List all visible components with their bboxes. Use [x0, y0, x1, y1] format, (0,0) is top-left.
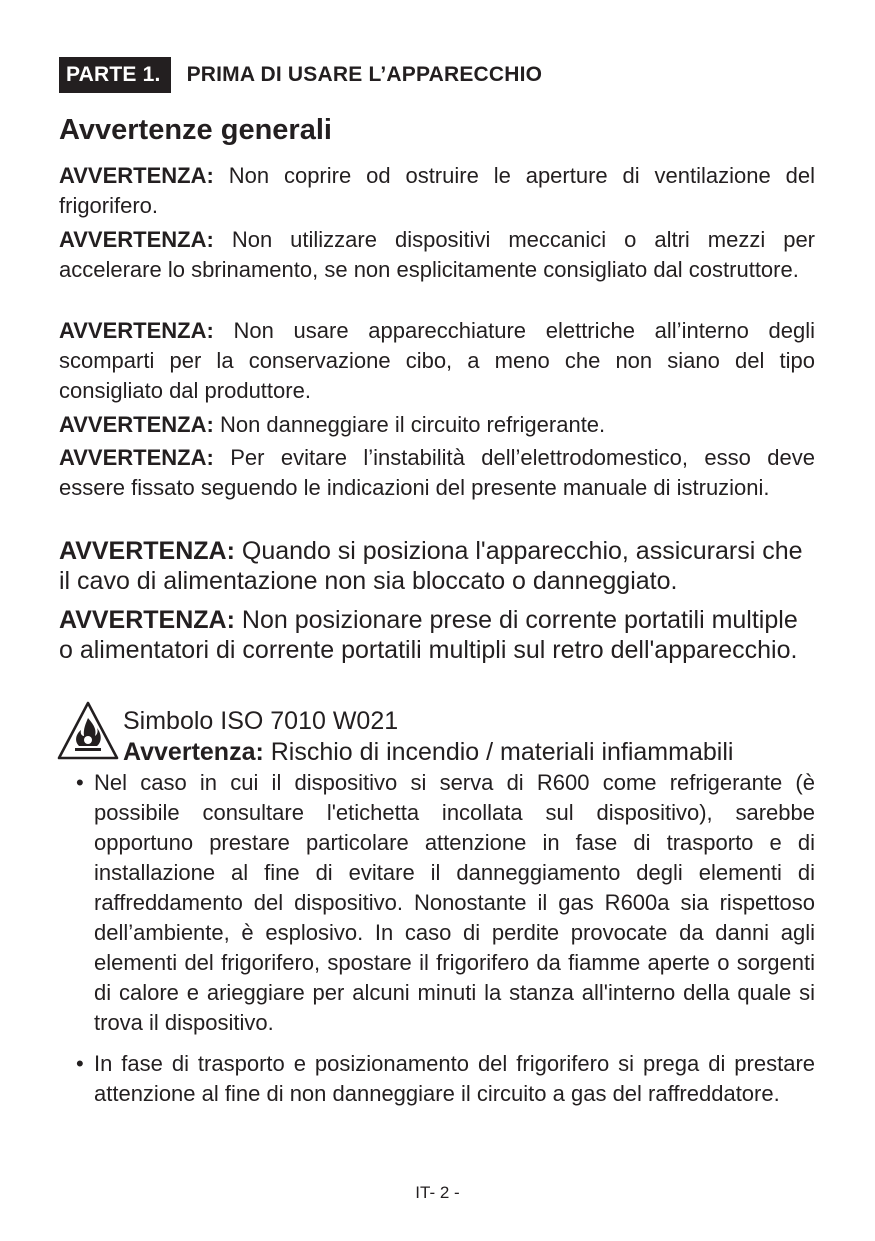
warning-paragraph	[59, 316, 815, 406]
safety-bullet-list	[76, 768, 815, 1109]
fire-risk-warning	[123, 737, 733, 767]
bullet-marker: •	[76, 770, 84, 795]
section-title: Avvertenze generali	[59, 114, 332, 146]
fire-risk-text: Rischio di incendio / materiali infiammabili	[263, 738, 734, 766]
warning-paragraph	[59, 410, 815, 440]
warning-text: Non utilizzare dispositivi meccanici o altri mezzi per accelerare lo sbrinamento, se non esplicitamente consigliato dal costruttore.	[59, 227, 815, 282]
flammable-warning-icon	[57, 701, 119, 761]
warning-paragraph	[59, 161, 815, 221]
list-item	[76, 1049, 815, 1109]
warning-label: AVVERTENZA:	[59, 445, 214, 470]
warning-label: AVVERTENZA:	[59, 606, 235, 634]
warning-text: Non posizionare prese di corrente portatili multiple o alimentatori di corrente portatili multipli sul retro dell'apparecchio.	[59, 606, 798, 664]
list-item	[76, 768, 815, 1038]
warning-label: AVVERTENZA:	[59, 318, 214, 343]
part-title: PRIMA DI USARE L’APPARECCHIO	[186, 63, 543, 86]
fire-risk-label: Avvertenza:	[123, 738, 264, 766]
warning-paragraph	[59, 605, 815, 665]
warning-label: AVVERTENZA:	[59, 227, 214, 252]
page-number: IT- 2 -	[415, 1183, 460, 1202]
warning-text: Non usare apparecchiature elettriche all’interno degli scomparti per la conservazione cibo, a meno che non siano del tipo consigliato dal produttore.	[59, 318, 815, 403]
warning-label: AVVERTENZA:	[59, 163, 214, 188]
warning-label: AVVERTENZA:	[59, 412, 214, 437]
part-header	[59, 57, 542, 93]
warning-text: Non coprire od ostruire le aperture di ventilazione del frigorifero.	[59, 163, 815, 218]
warning-text: Non danneggiare il circuito refrigerante.	[213, 412, 606, 437]
warning-paragraph	[59, 225, 815, 285]
warning-paragraph	[59, 443, 815, 503]
warning-paragraph	[59, 536, 815, 596]
warning-text: Quando si posiziona l'apparecchio, assicurarsi che il cavo di alimentazione non sia bloccato o danneggiato.	[59, 537, 803, 595]
iso-symbol-code: Simbolo ISO 7010 W021	[123, 707, 399, 735]
bullet-text: Nel caso in cui il dispositivo si serva di R600 come refrigerante (è possibile consultare l'etichetta incollata sul dispositivo), sarebbe opportuno prestare particolare attenzione in fase di trasporto e di installazione al fine di evitare il danneggiamento degli elementi di raffreddamento del dispositivo. Nonostante il gas R600a sia rispettoso dell’ambiente, è esplosivo. In caso di perdite provocate da danni agli elementi del frigorifero, spostare il frigorifero da fiamme aperte o sorgenti di calore e arieggiare per alcuni minuti la stanza all'interno della quale si trova il dispositivo.	[94, 770, 815, 1035]
iso-symbol-block	[57, 701, 837, 771]
warning-text: Per evitare l’instabilità dell’elettrodomestico, esso deve essere fissato seguendo le indicazioni del presente manuale di istruzioni.	[59, 445, 815, 500]
warning-label: AVVERTENZA:	[59, 537, 235, 565]
bullet-marker: •	[76, 1051, 84, 1076]
bullet-text: In fase di trasporto e posizionamento del frigorifero si prega di prestare attenzione al fine di non danneggiare il circuito a gas del raffreddatore.	[94, 1051, 815, 1106]
part-badge: PARTE 1.	[59, 57, 171, 93]
